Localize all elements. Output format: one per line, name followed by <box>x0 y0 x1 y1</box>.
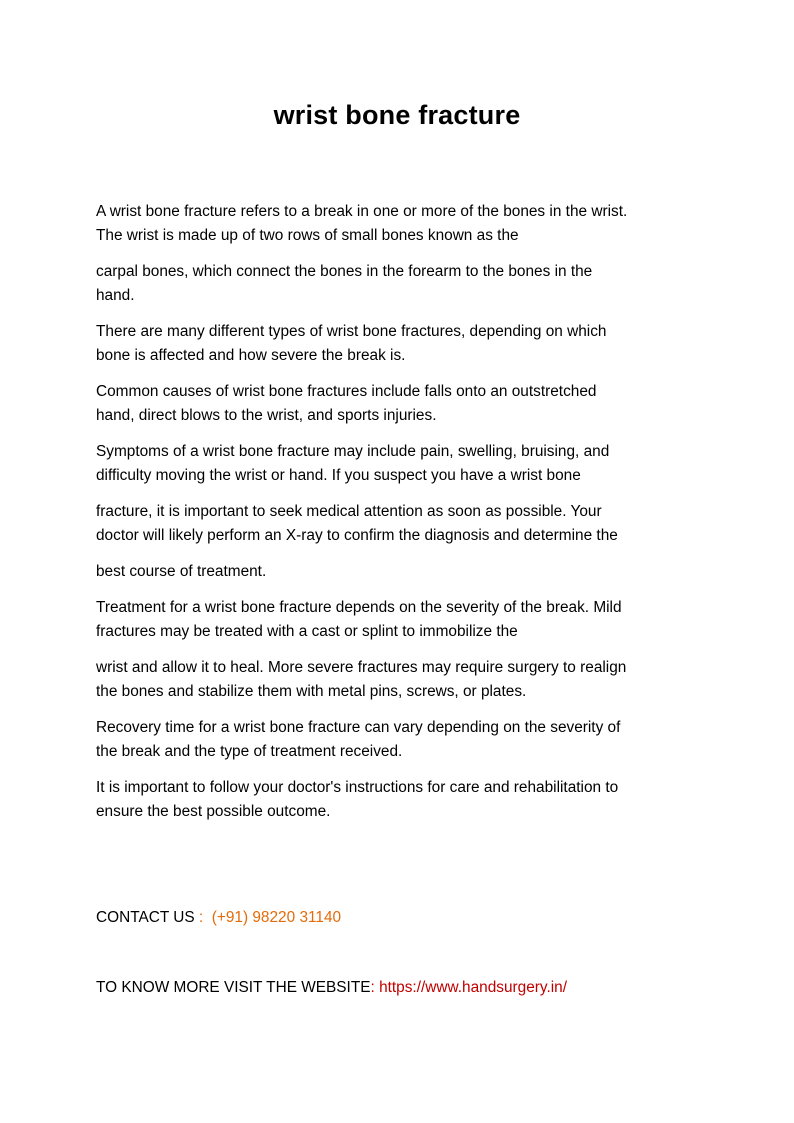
text-line: bone is affected and how severe the break is. <box>96 347 406 364</box>
website-separator: : <box>370 979 380 996</box>
text-line: fracture, it is important to seek medical attention as soon as possible. Your <box>96 503 602 520</box>
paragraph-course <box>96 560 706 584</box>
text-line: wrist and allow it to heal. More severe fractures may require surgery to realign <box>96 659 627 676</box>
page-title: wrist bone fracture <box>273 100 521 130</box>
text-line: carpal bones, which connect the bones in the forearm to the bones in the <box>96 263 593 280</box>
text-line: Common causes of wrist bone fractures include falls onto an outstretched <box>96 383 597 400</box>
paragraph-types <box>96 320 706 368</box>
text-line: It is important to follow your doctor's instructions for care and rehabilitation to <box>96 779 619 796</box>
contact-phone[interactable]: (+91) 98220 31140 <box>211 909 342 926</box>
contact-line <box>96 906 341 930</box>
paragraph-intro-1 <box>96 200 706 248</box>
contact-separator: : <box>194 909 212 926</box>
paragraph-recovery <box>96 716 706 764</box>
text-line: difficulty moving the wrist or hand. If you suspect you have a wrist bone <box>96 467 581 484</box>
text-line: ensure the best possible outcome. <box>96 803 331 820</box>
contact-label: CONTACT US <box>96 909 195 926</box>
text-line: Treatment for a wrist bone fracture depends on the severity of the break. Mild <box>96 599 622 616</box>
website-link[interactable]: https://www.handsurgery.in/ <box>379 979 567 996</box>
article-body <box>96 200 706 824</box>
text-line: Recovery time for a wrist bone fracture can vary depending on the severity of <box>96 719 621 736</box>
text-line: the bones and stabilize them with metal pins, screws, or plates. <box>96 683 527 700</box>
text-line: the break and the type of treatment received. <box>96 743 403 760</box>
text-line: The wrist is made up of two rows of small bones known as the <box>96 227 519 244</box>
paragraph-outcome <box>96 776 706 824</box>
text-line: Symptoms of a wrist bone fracture may include pain, swelling, bruising, and <box>96 443 610 460</box>
paragraph-causes <box>96 380 706 428</box>
text-line: A wrist bone fracture refers to a break in one or more of the bones in the wrist. <box>96 203 628 220</box>
text-line: fractures may be treated with a cast or splint to immobilize the <box>96 623 518 640</box>
paragraph-treatment <box>96 596 706 644</box>
text-line: hand. <box>96 287 135 304</box>
paragraph-medical-attention <box>96 500 706 548</box>
paragraph-surgery <box>96 656 706 704</box>
paragraph-intro-2 <box>96 260 706 308</box>
text-line: doctor will likely perform an X-ray to confirm the diagnosis and determine the <box>96 527 618 544</box>
text-line: hand, direct blows to the wrist, and sports injuries. <box>96 407 437 424</box>
text-line: best course of treatment. <box>96 563 267 580</box>
paragraph-symptoms <box>96 440 706 488</box>
text-line: There are many different types of wrist bone fractures, depending on which <box>96 323 607 340</box>
website-line <box>96 976 567 1000</box>
website-label: TO KNOW MORE VISIT THE WEBSITE <box>96 979 371 996</box>
